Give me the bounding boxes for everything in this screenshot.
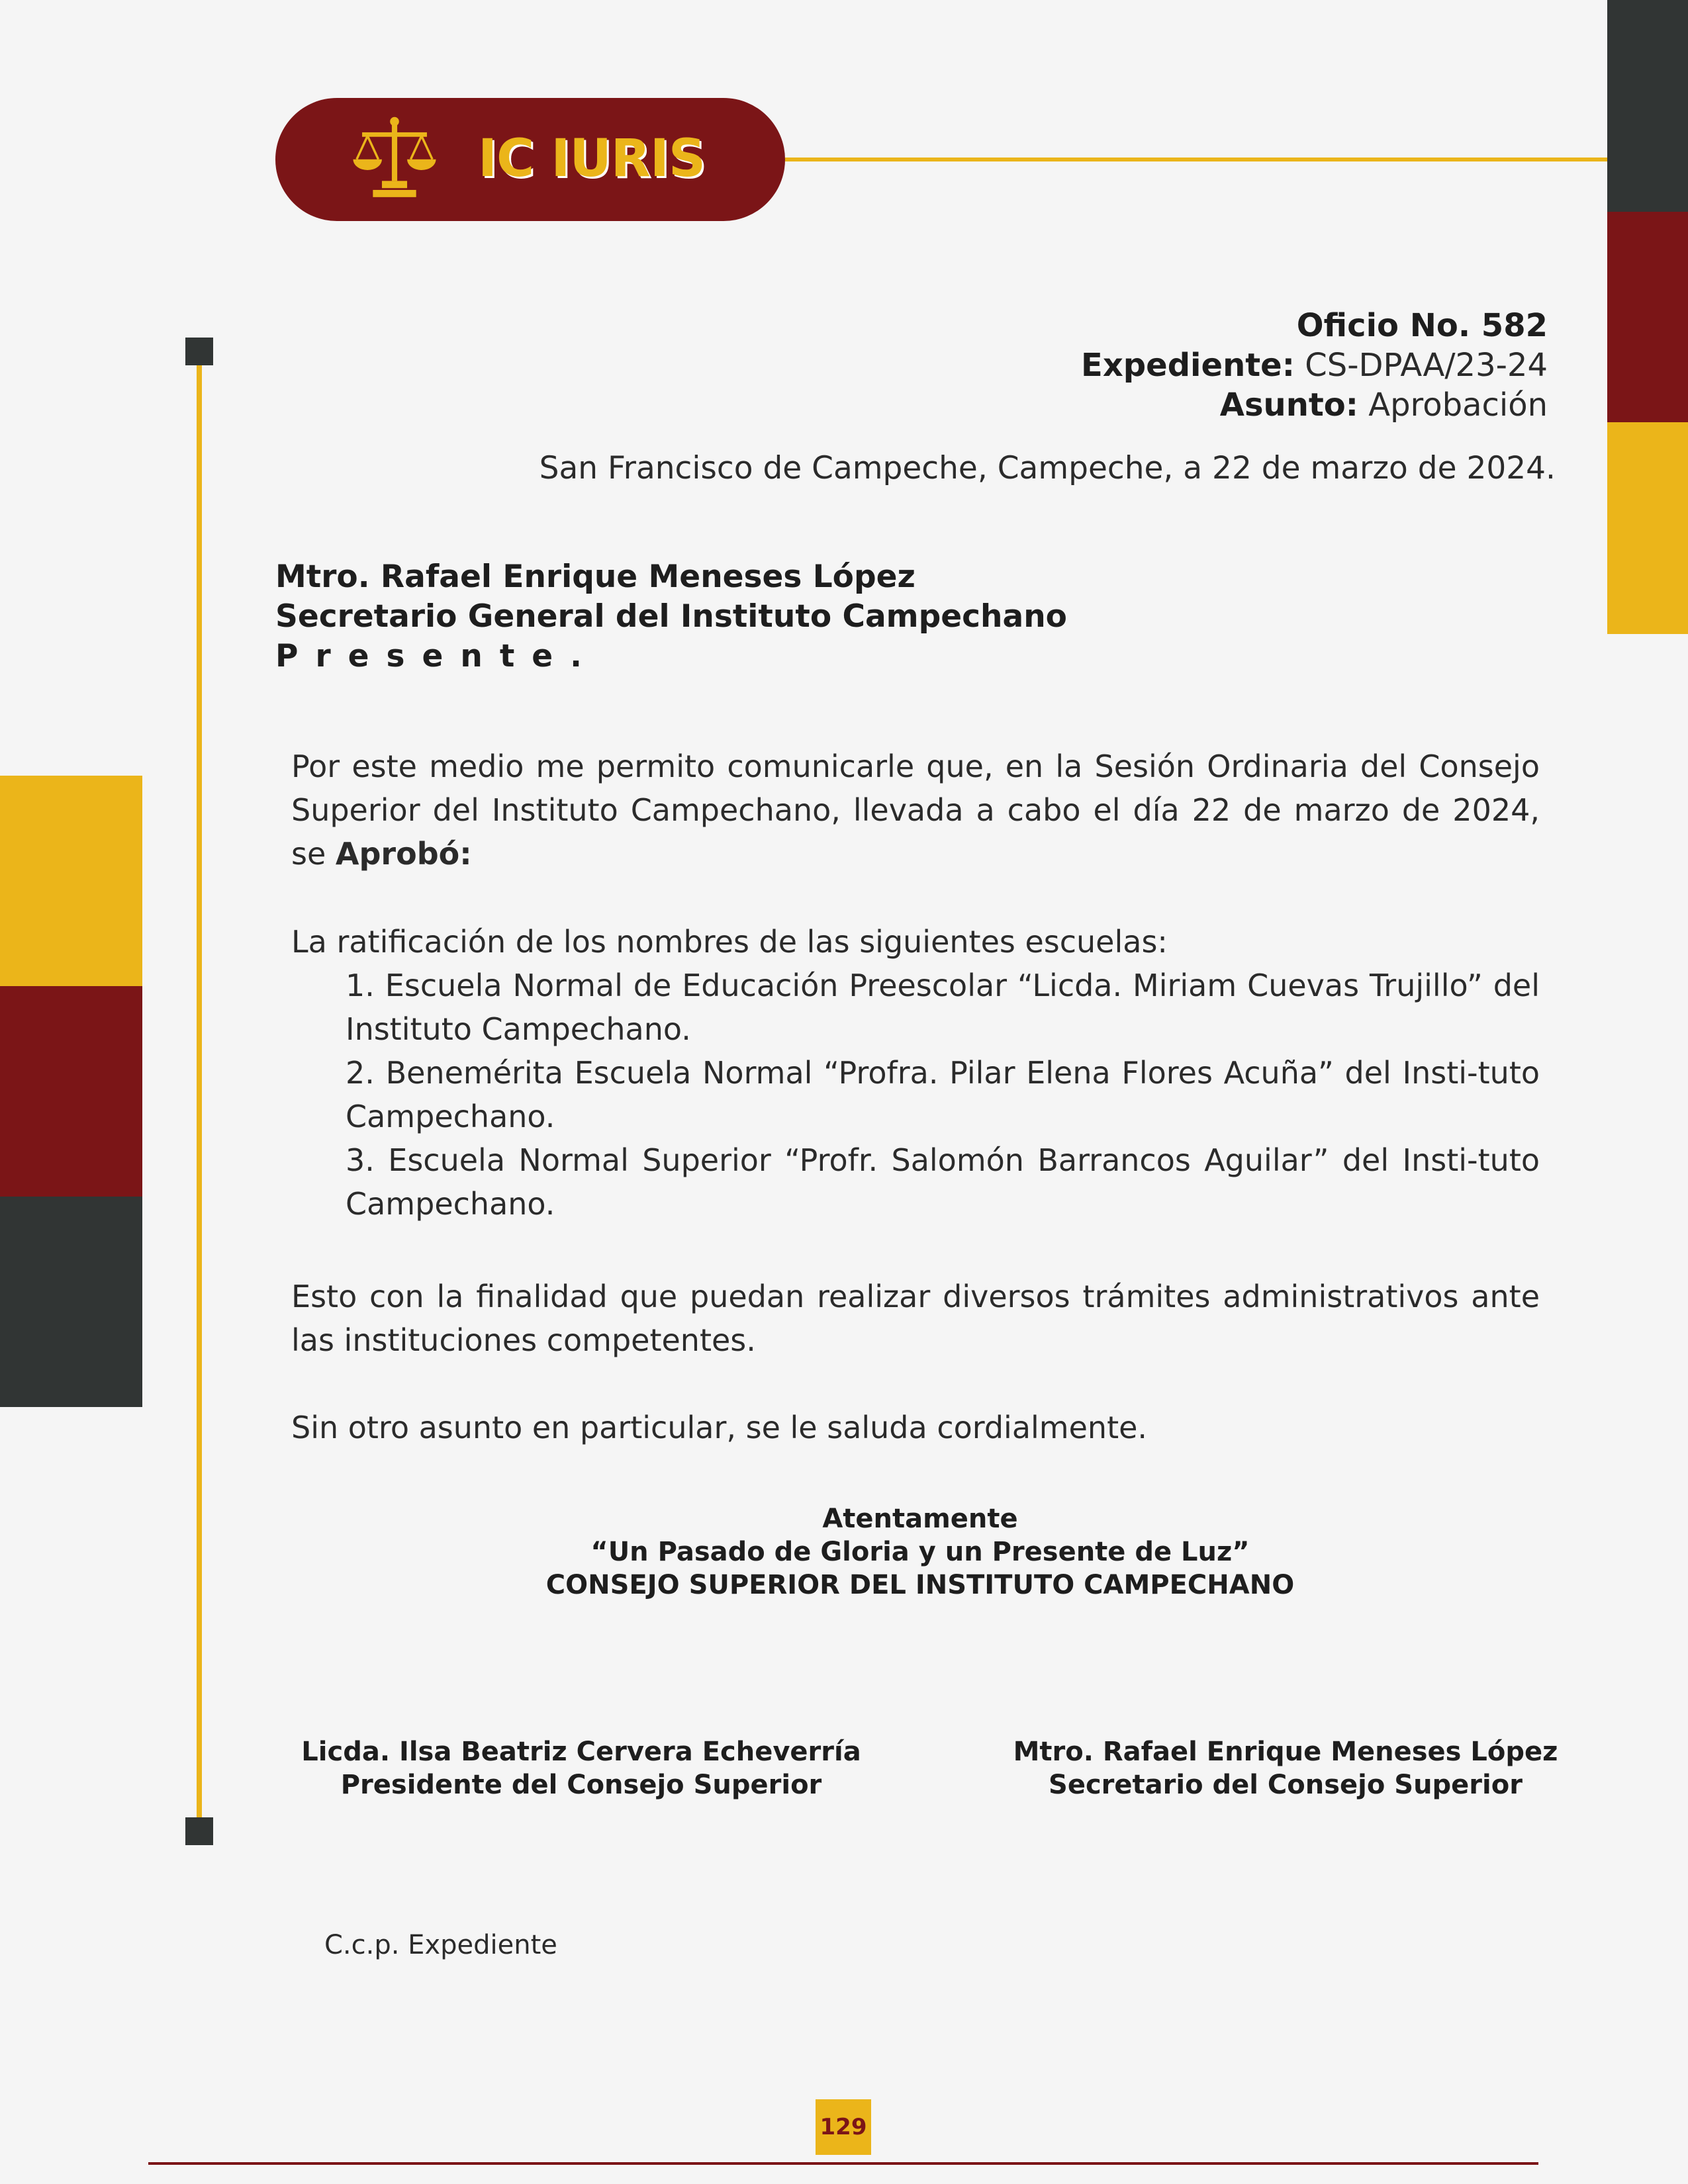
ccp-note: C.c.p. Expediente — [324, 1930, 557, 1960]
closing-motto: “Un Pasado de Gloria y un Presente de Luz” — [590, 1537, 1250, 1567]
body-paragraph-2: La ratificación de los nombres de las siguientes escuelas: — [291, 924, 1168, 960]
vertical-rule — [197, 363, 202, 1819]
expediente-label: Expediente: — [1081, 347, 1295, 384]
oficio-number: Oficio No. 582 — [1296, 307, 1548, 344]
expediente-value: CS-DPAA/23-24 — [1305, 347, 1548, 384]
decor-block-gold-left — [0, 776, 142, 986]
brand-title: IC IURIS — [478, 129, 706, 189]
decor-block-charcoal-right — [1607, 0, 1688, 212]
signatory-left-name: Licda. Ilsa Beatriz Cervera Echeverría — [301, 1737, 861, 1767]
header-rule — [785, 158, 1607, 161]
closing-institution: CONSEJO SUPERIOR DEL INSTITUTO CAMPECHANO — [545, 1570, 1295, 1600]
asunto-label: Asunto: — [1219, 387, 1358, 424]
recipient-name: Mtro. Rafael Enrique Meneses López — [275, 559, 915, 595]
decor-block-charcoal-left — [0, 1197, 142, 1407]
rule-cap-bottom — [185, 1817, 213, 1845]
list-item: 1. Escuela Normal de Educación Preescolar “Licda. Miriam Cuevas Trujillo” del Instituto Campechano. — [346, 968, 1540, 1047]
body-paragraph-1-text: Por este medio me permito comunicarle que, en la Sesión Ordinaria del Consejo Superior del Instituto Campechano, llevada a cabo el día 22 de marzo de 2024, se — [291, 749, 1540, 872]
signatory-right-role: Secretario del Consejo Superior — [1049, 1770, 1523, 1800]
body-paragraph-1 — [291, 745, 1540, 876]
body-paragraph-4: Sin otro asunto en particular, se le saluda cordialmente. — [291, 1410, 1148, 1445]
signatory-left-role: Presidente del Consejo Superior — [340, 1770, 822, 1800]
rule-cap-top — [185, 338, 213, 365]
closing-atentamente: Atentamente — [822, 1504, 1018, 1534]
list-item: 2. Benemérita Escuela Normal “Profra. Pilar Elena Flores Acuña” del Insti-tuto Campechano. — [346, 1055, 1540, 1134]
page-number: 129 — [820, 2114, 867, 2140]
expediente-line — [1081, 345, 1548, 385]
scales-of-justice-icon — [350, 113, 440, 203]
list-item: 3. Escuela Normal Superior “Profr. Salomón Barrancos Aguilar” del Insti-tuto Campechano. — [346, 1142, 1540, 1222]
body-paragraph-3: Esto con la finalidad que puedan realizar diversos trámites administrativos ante las instituciones competentes. — [291, 1279, 1540, 1358]
body-paragraph-1-bold: Aprobó: — [335, 836, 472, 872]
recipient-role: Secretario General del Instituto Campechano — [275, 598, 1067, 635]
decor-block-gold-right — [1607, 422, 1688, 634]
place-date: San Francisco de Campeche, Campeche, a 22 de marzo de 2024. — [539, 450, 1556, 486]
signatory-right-name: Mtro. Rafael Enrique Meneses López — [1013, 1737, 1558, 1767]
decor-block-maroon-right — [1607, 212, 1688, 422]
asunto-line — [1220, 385, 1548, 425]
footer-rule — [148, 2162, 1538, 2165]
asunto-value: Aprobación — [1368, 387, 1548, 424]
recipient-present: Presente. — [275, 638, 600, 674]
decor-block-maroon-left — [0, 986, 142, 1197]
